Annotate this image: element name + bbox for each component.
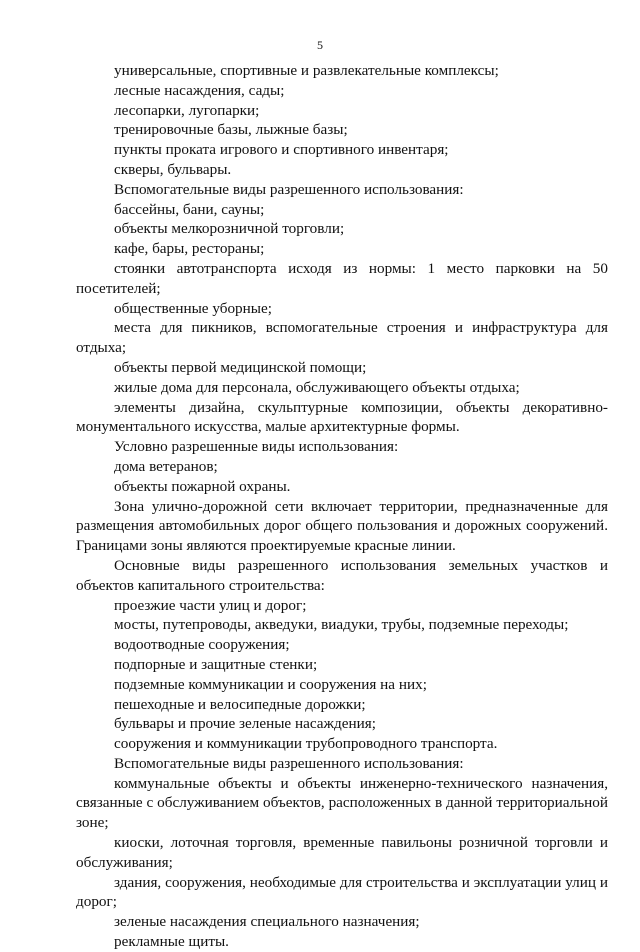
document-body <box>76 61 608 952</box>
page-number: 5 <box>317 38 323 52</box>
paragraph: кафе, бары, рестораны; <box>114 240 265 258</box>
paragraph: Зона улично-дорожной сети включает территории, предназначенные для размещения автомобильных дорог общего пользования и дорожных сооружений. Границами зоны являются проектируемые красные линии. <box>76 497 608 555</box>
paragraph: пешеходные и велосипедные дорожки; <box>114 695 366 713</box>
paragraph: проезжие части улиц и дорог; <box>114 596 307 614</box>
paragraph: общественные уборные; <box>114 299 272 317</box>
paragraph: лесные насаждения, сады; <box>114 81 285 99</box>
paragraph: подземные коммуникации и сооружения на них; <box>114 675 427 693</box>
paragraph: места для пикников, вспомогательные строения и инфраструктура для отдыха; <box>76 319 608 357</box>
paragraph: пункты проката игрового и спортивного инвентаря; <box>114 141 449 159</box>
paragraph: мосты, путепроводы, акведуки, виадуки, трубы, подземные переходы; <box>114 616 569 634</box>
paragraph: скверы, бульвары. <box>114 160 232 178</box>
paragraph: Вспомогательные виды разрешенного использования: <box>114 754 464 772</box>
paragraph: объекты пожарной охраны. <box>114 477 291 495</box>
paragraph: Вспомогательные виды разрешенного использования: <box>114 180 464 198</box>
paragraph: бульвары и прочие зеленые насаждения; <box>114 715 376 733</box>
paragraph: коммунальные объекты и объекты инженерно-технического назначения, связанные с обслуживанием объектов, расположенных в данной территориальной зоне; <box>76 774 608 832</box>
paragraph: киоски, лоточная торговля, временные павильоны розничной торговли и обслуживания; <box>76 834 608 871</box>
paragraph: объекты мелкорозничной торговли; <box>114 220 345 238</box>
paragraph: сооружения и коммуникации трубопроводного транспорта. <box>114 735 498 753</box>
paragraph: стоянки автотранспорта исходя из нормы: 1 место парковки на 50 посетителей; <box>76 259 608 297</box>
paragraph: здания, сооружения, необходимые для строительства и эксплуатации улиц и дорог; <box>76 873 608 911</box>
paragraph: подпорные и защитные стенки; <box>114 655 318 673</box>
paragraph: бассейны, бани, сауны; <box>114 200 265 218</box>
paragraph: Основные виды разрешенного использования земельных участков и объектов капитального строительства: <box>76 556 608 594</box>
paragraph: лесопарки, лугопарки; <box>114 101 260 119</box>
paragraph: жилые дома для персонала, обслуживающего объекты отдыха; <box>114 378 520 396</box>
paragraph: дома ветеранов; <box>114 457 218 475</box>
paragraph: Условно разрешенные виды использования: <box>114 438 399 456</box>
paragraph: тренировочные базы, лыжные базы; <box>114 121 348 139</box>
paragraph: водоотводные сооружения; <box>114 636 290 654</box>
paragraph: зеленые насаждения специального назначения; <box>114 913 420 931</box>
paragraph: объекты первой медицинской помощи; <box>114 358 367 376</box>
paragraph: рекламные щиты. <box>114 933 229 951</box>
paragraph: универсальные, спортивные и развлекательные комплексы; <box>114 62 499 79</box>
paragraph: элементы дизайна, скульптурные композиции, объекты декоративно-монументального искусства, малые архитектурные формы. <box>76 398 608 436</box>
